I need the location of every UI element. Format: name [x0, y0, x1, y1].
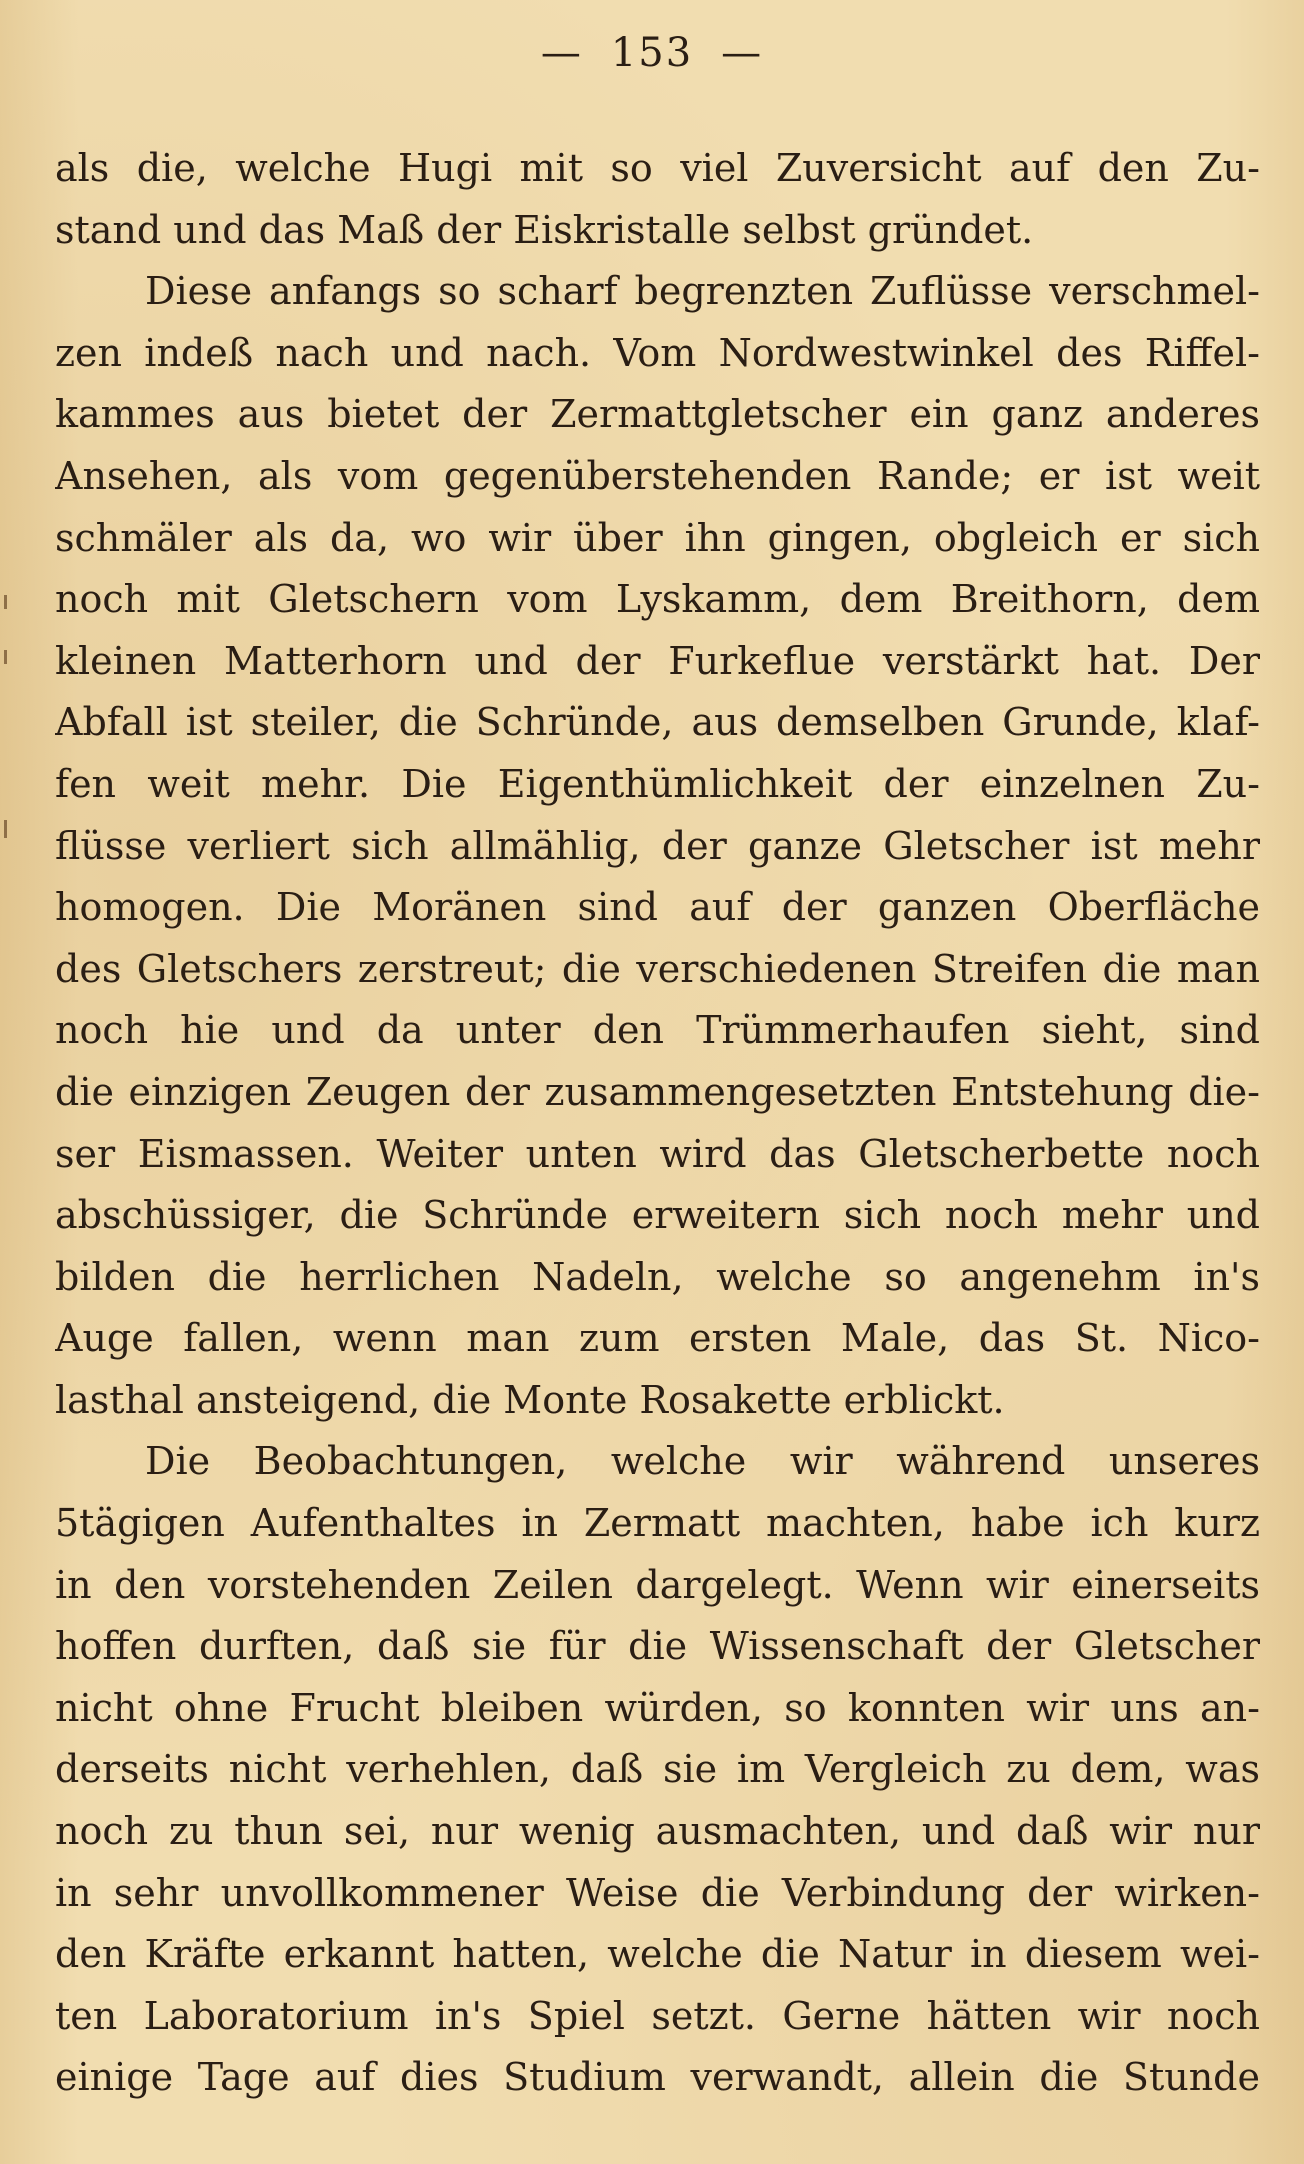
text-line: stand und das Maß der Eiskristalle selbst gründet.	[55, 207, 1034, 252]
page-number: 153	[610, 30, 694, 76]
text-line: Abfall ist steiler, die Schründe, aus demselben Grunde, klaf-	[55, 700, 1260, 745]
text-line: hoffen durften, daß sie für die Wissenschaft der Gletscher	[55, 1624, 1260, 1669]
text-line: des Gletschers zerstreut; die verschiedenen Streifen die man	[55, 946, 1260, 991]
text-line: 5tägigen Aufenthaltes in Zermatt machten, habe ich kurz	[55, 1501, 1260, 1546]
text-line: noch mit Gletschern vom Lyskamm, dem Breithorn, dem	[55, 577, 1260, 622]
text-line: in sehr unvollkommener Weise die Verbindung der wirken-	[55, 1870, 1260, 1915]
text-line: zen indeß nach und nach. Vom Nordwestwinkel des Riffel-	[55, 330, 1260, 375]
text-line: Diese anfangs so scharf begrenzten Zuflüsse verschmel-	[145, 269, 1260, 314]
margin-mark	[4, 650, 7, 664]
margin-mark	[4, 595, 7, 609]
text-line: schmäler als da, wo wir über ihn gingen, obgleich er sich	[55, 515, 1260, 560]
text-line: bilden die herrlichen Nadeln, welche so angenehm in's	[55, 1254, 1260, 1299]
text-line: homogen. Die Moränen sind auf der ganzen Oberfläche	[55, 885, 1260, 930]
text-line: lasthal ansteigend, die Monte Rosakette erblickt.	[55, 1377, 1005, 1422]
page-number-header	[0, 30, 1304, 76]
text-line: kammes aus bietet der Zermattgletscher ein ganz anderes	[55, 392, 1260, 437]
text-line: flüsse verliert sich allmählig, der ganze Gletscher ist mehr	[55, 823, 1260, 868]
margin-mark	[4, 820, 7, 838]
dash-left: —	[540, 30, 583, 76]
text-line: ten Laboratorium in's Spiel setzt. Gerne hätten wir noch	[55, 1993, 1260, 2038]
text-line: in den vorstehenden Zeilen dargelegt. Wenn wir einerseits	[55, 1562, 1260, 1607]
text-line: ser Eismassen. Weiter unten wird das Gletscherbette noch	[55, 1131, 1260, 1176]
dash-right: —	[721, 30, 764, 76]
text-line: derseits nicht verhehlen, daß sie im Vergleich zu dem, was	[55, 1747, 1260, 1792]
body-text	[55, 138, 1260, 2109]
text-line: kleinen Matterhorn und der Furkeflue verstärkt hat. Der	[55, 638, 1260, 683]
text-line: noch zu thun sei, nur wenig ausmachten, und daß wir nur	[55, 1809, 1260, 1854]
text-line: fen weit mehr. Die Eigenthümlichkeit der einzelnen Zu-	[55, 761, 1260, 806]
text-line: die einzigen Zeugen der zusammengesetzten Entstehung die-	[55, 1069, 1260, 1114]
text-line: Ansehen, als vom gegenüberstehenden Rande; er ist weit	[55, 453, 1260, 498]
text-line: Die Beobachtungen, welche wir während unseres	[145, 1439, 1260, 1484]
text-line: als die, welche Hugi mit so viel Zuversicht auf den Zu-	[55, 146, 1260, 190]
text-line: Auge fallen, wenn man zum ersten Male, das St. Nico-	[55, 1316, 1260, 1361]
text-line: abschüssiger, die Schründe erweitern sich noch mehr und	[55, 1193, 1260, 1238]
text-line: einige Tage auf dies Studium verwandt, allein die Stunde	[55, 2055, 1260, 2100]
text-line: den Kräfte erkannt hatten, welche die Natur in diesem wei-	[55, 1932, 1260, 1977]
text-line: nicht ohne Frucht bleiben würden, so konnten wir uns an-	[55, 1685, 1260, 1730]
text-line: noch hie und da unter den Trümmerhaufen sieht, sind	[55, 1008, 1260, 1053]
